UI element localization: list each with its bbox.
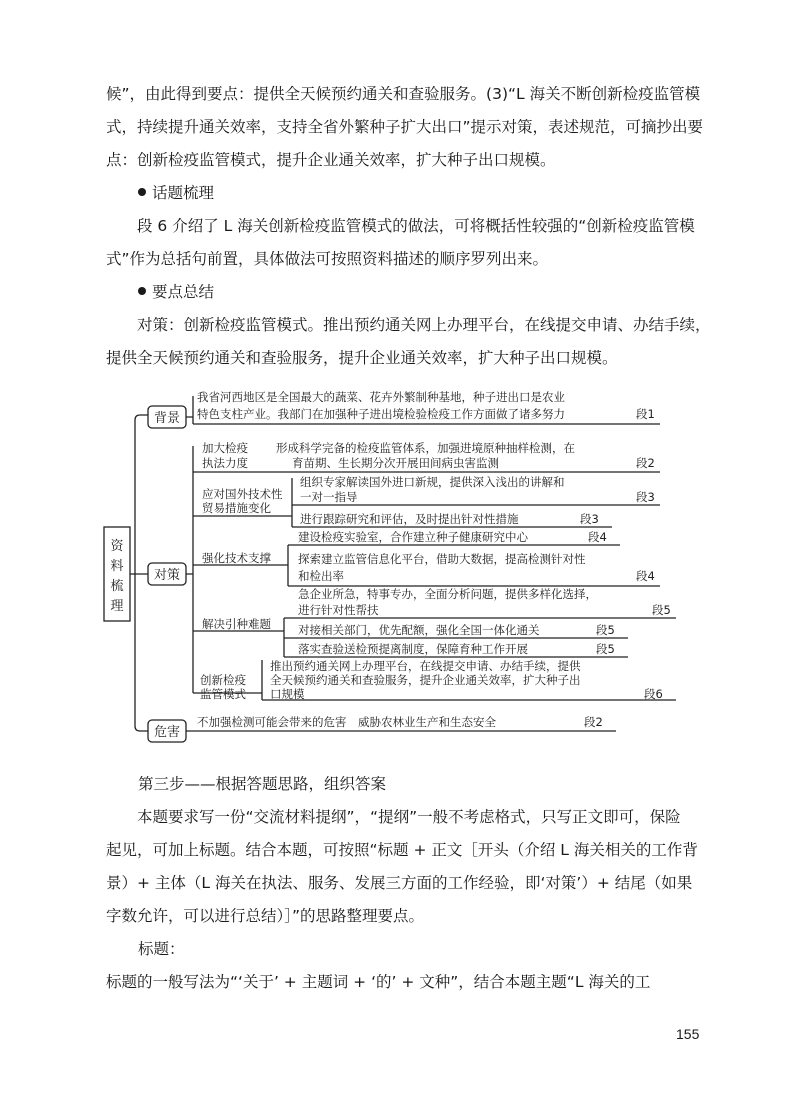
- topic-heading-text: 话题梳理: [152, 184, 215, 202]
- measure-sub-source: 段5: [596, 623, 615, 637]
- step3-heading-text: 第三步——根据答题思路，组织答案: [138, 775, 387, 793]
- bullet-icon: [138, 287, 146, 295]
- step3-heading: [138, 768, 698, 801]
- main-brace: [130, 415, 148, 731]
- text-line: 标题的一般写法为“‘关于’ + 主题词 + ‘的’ + 文种”，结合本题主题“L 海关的工: [106, 973, 651, 991]
- mindmap-harm-box: [148, 720, 186, 742]
- mindmap-root-char: 料: [110, 559, 124, 574]
- mindmap-root-char: 理: [110, 599, 124, 614]
- background-text-line: 特色支柱产业。我部门在加强种子进出境检验检疫工作方面做了诸多努力: [197, 407, 565, 421]
- measure-sub-text: 探索建立监管信息化平台，借助大数据，提高检测针对性: [298, 552, 586, 566]
- harm-source: 段2: [584, 715, 603, 729]
- step3-paragraph: [106, 801, 696, 933]
- measure-item-text: 全天候预约通关和查验服务，提升企业通关效率，扩大种子出: [270, 673, 581, 687]
- title-paragraph: [106, 966, 696, 999]
- text-line: 起见，可加上标题。结合本题，可按照“标题 + 正文［开头（介绍 L 海关相关的工作背: [106, 841, 698, 859]
- topic-paragraph: [106, 210, 696, 276]
- measure-sub-text: 和检出率: [298, 569, 344, 583]
- measure-sub-source: 段5: [596, 642, 615, 656]
- measure-item-text: 育苗期、生长期分次开展田间病虫害监测: [292, 456, 499, 470]
- topic-heading: [138, 177, 214, 210]
- mindmap-measures-box: [148, 563, 186, 585]
- measure-sub-text: 建设检疫实验室，合作建立种子健康研究中心: [298, 530, 528, 544]
- bullet-icon: [138, 188, 146, 196]
- measure-sub-source: 段4: [588, 530, 607, 544]
- measure-item-text: 推出预约通关网上办理平台，在线提交申请、办结手续，提供: [270, 659, 581, 673]
- text-line: 式，持续提升通关效率，支持全省外繁种子扩大出口”提示对策，表述规范，可摘抄出要: [106, 118, 704, 136]
- measure-item-label: 贸易措施变化: [202, 501, 271, 515]
- measure-sub-text: 落实查验送检预提离制度，保障育种工作开展: [298, 642, 528, 656]
- measure-sub-text: 进行针对性帮扶: [298, 603, 379, 617]
- measure-sub-text: 急企业所急，特事专办，全面分析问题，提供多样化选择，: [298, 587, 597, 601]
- measure-item-text: 口规模: [270, 687, 305, 701]
- summary-heading-text: 要点总结: [152, 283, 215, 301]
- measure-sub-source: 段4: [636, 569, 655, 583]
- text-line: 点：创新检疫监管模式，提升企业通关效率，扩大种子出口规模。: [106, 151, 556, 169]
- measure-item-text: 形成科学完备的检疫监管体系，加强进境原种抽样检测，在: [276, 441, 575, 455]
- measure-item-connector: [193, 478, 660, 527]
- mindmap-measures-label: 对策: [153, 568, 181, 583]
- text-line: 景）+ 主体（L 海关在执法、服务、发展三方面的工作经验，即‘对策’）+ 结尾（如果: [106, 874, 693, 892]
- measure-sub-text: 对接相关部门，优先配额，强化全国一体化通关: [298, 623, 540, 637]
- measure-sub-text: 一对一指导: [300, 490, 358, 504]
- measure-sub-text: 进行跟踪研究和评估，及时提出针对性措施: [300, 512, 519, 526]
- measure-item-source: 段6: [644, 687, 663, 701]
- measure-sub-source: 段5: [652, 603, 671, 617]
- summary-paragraph: [106, 309, 711, 375]
- page-number: 155: [676, 1026, 700, 1042]
- measure-item-connector: [193, 660, 676, 700]
- mindmap-harm-label: 危害: [153, 725, 181, 740]
- harm-text: 不加强检测可能会带来的危害 威胁农林业生产和生态安全: [197, 715, 496, 729]
- text-line: 字数允许，可以进行总结）］”的思路整理要点。: [106, 907, 425, 925]
- measure-sub-text: 组织专家解读国外进口新规，提供深入浅出的讲解和: [300, 475, 565, 489]
- background-text-line: 我省河西地区是全国最大的蔬菜、花卉外繁制种基地，种子进出口是农业: [197, 390, 565, 404]
- mindmap-root-char: 梳: [110, 579, 124, 594]
- text-line: 本题要求写一份“交流材料提纲”，“提纲”一般不考虑格式，只写正文即可，保险: [137, 808, 681, 826]
- measure-item-label: 监管模式: [200, 687, 246, 701]
- summary-heading: [138, 276, 214, 309]
- measure-item-source: 段2: [636, 456, 655, 470]
- measure-item-connector: [193, 618, 676, 657]
- measures-connector: [186, 446, 193, 693]
- measure-item-label: 应对国外技术性: [202, 487, 283, 501]
- background-connector: [186, 396, 660, 424]
- mindmap-background-label: 背景: [153, 411, 181, 426]
- title-heading: [138, 933, 698, 966]
- mindmap-root-char: 资: [110, 539, 124, 554]
- text-line: 段 6 介绍了 L 海关创新检疫监管模式的做法，可将概括性较强的“创新检疫监管模: [137, 217, 695, 235]
- text-line: 式”作为总括句前置，具体做法可按照资料描述的顺序罗列出来。: [106, 250, 549, 268]
- text-line: 候”，由此得到要点：提供全天候预约通关和查验服务。(3)“L 海关不断创新检疫监管模: [106, 85, 701, 103]
- background-source: 段1: [636, 407, 655, 421]
- measure-item-label: 加大检疫: [202, 441, 248, 455]
- title-heading-text: 标题：: [138, 940, 185, 958]
- measure-item-connector: [193, 545, 660, 586]
- measure-sub-source: 段3: [636, 490, 655, 504]
- text-line: 对策：创新检疫监管模式。推出预约通关网上办理平台，在线提交申请、办结手续，: [137, 316, 711, 334]
- measure-item-label: 执法力度: [202, 456, 248, 470]
- measure-item-label: 创新检疫: [200, 673, 246, 687]
- measure-item-label: 强化技术支撑: [202, 551, 271, 565]
- measure-item-label: 解决引种难题: [202, 617, 271, 631]
- mindmap-background-box: [148, 406, 186, 428]
- text-line: 提供全天候预约通关和查验服务，提升企业通关效率，扩大种子出口规模。: [106, 349, 618, 367]
- intro-paragraph: [106, 78, 704, 177]
- mindmap-root-box: [104, 527, 130, 621]
- measure-sub-source: 段3: [580, 512, 599, 526]
